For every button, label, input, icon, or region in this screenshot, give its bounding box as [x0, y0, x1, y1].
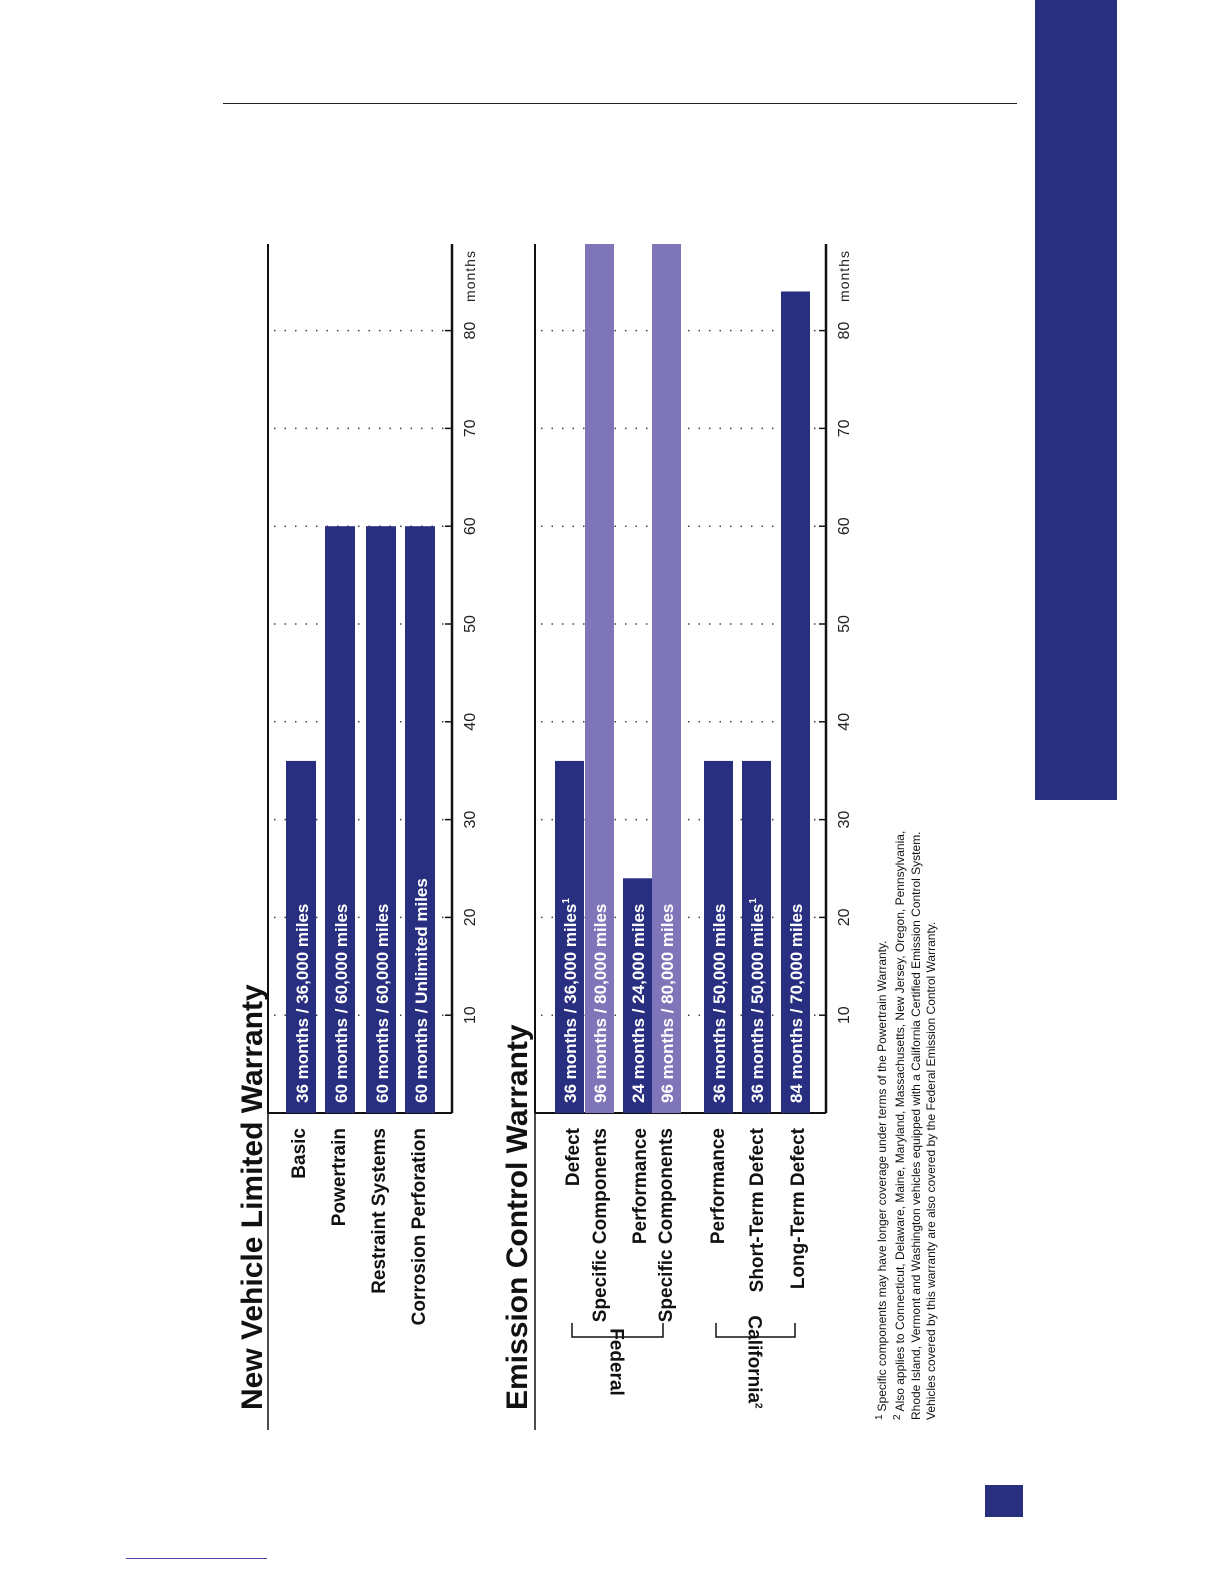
tick-label: 10: [462, 1006, 479, 1025]
bar-label: [710, 904, 729, 1103]
bar-label-text: 60 months / 60,000 miles: [373, 903, 392, 1103]
category-label: Long-Term Defect: [788, 1128, 809, 1290]
bar-label: [561, 898, 580, 1103]
bar-label: [658, 904, 677, 1103]
bar-label: [293, 904, 312, 1103]
chart-panel-1: [501, 244, 853, 1430]
axis-unit-label: months: [836, 250, 852, 302]
tick-label: 80: [462, 321, 479, 340]
bar-label-text: 84 months / 70,000 miles: [787, 903, 806, 1103]
category-label: Corrosion Perforation: [409, 1128, 430, 1326]
tick-label: 80: [836, 321, 853, 340]
bar-label-text: 36 months / 36,000 miles: [293, 903, 312, 1103]
tick-label: 70: [462, 419, 479, 438]
tick-label: 50: [462, 615, 479, 633]
tick-label: 60: [836, 517, 853, 536]
footnote-text: Vehicles covered by this warranty are also covered by the Federal Emission Control Warranty.: [924, 921, 938, 1420]
tick-label: 50: [836, 615, 853, 633]
group-label: [744, 1315, 765, 1409]
footnote-mark: 2: [892, 1414, 903, 1420]
category-label: Specific Components: [590, 1128, 611, 1323]
tick-label: 20: [462, 908, 479, 927]
footnote-text: Also applies to Connecticut, Delaware, Maine, Maryland, Massachusetts, New Jersey, Oregon, Pennsylvania,: [893, 830, 907, 1412]
tick-label: 40: [836, 712, 853, 731]
group-label: [606, 1328, 627, 1396]
tick-label: 30: [836, 810, 853, 829]
footnote: [909, 831, 923, 1420]
bar-label-text: 36 months / 36,000 miles: [561, 903, 580, 1103]
bar-label-text: 96 months / 80,000 miles: [658, 903, 677, 1103]
group-label-text: Federal: [605, 1328, 627, 1396]
chart-title: Emission Control Warranty: [501, 1024, 534, 1410]
bar-label: [629, 904, 648, 1103]
tick-label: 20: [836, 908, 853, 927]
bar-label-sup: 1: [748, 898, 759, 904]
bar-label-text: 24 months / 24,000 miles: [629, 903, 648, 1103]
tick-label: 30: [462, 810, 479, 829]
footnote-text: Rhode Island, Vermont and Washington vehicles equipped with a California Certified Emission Control System.: [909, 831, 923, 1420]
category-label: Powertrain: [329, 1128, 350, 1227]
category-label: Restraint Systems: [369, 1128, 390, 1294]
tick-label: 60: [462, 517, 479, 536]
tick-label: 40: [462, 712, 479, 731]
axis-unit-label: months: [462, 250, 478, 302]
tick-label: 10: [836, 1006, 853, 1025]
chart-title: New Vehicle Limited Warranty: [236, 984, 269, 1410]
group-label-sup: 2: [752, 1403, 764, 1409]
category-label: Performance: [630, 1128, 651, 1245]
bar-label: [591, 904, 610, 1103]
category-label: Short-Term Defect: [747, 1128, 768, 1293]
tick-label: 70: [836, 419, 853, 438]
bar-label-text: 36 months / 50,000 miles: [748, 903, 767, 1103]
footnote-text: Specific components may have longer coverage under terms of the Powertrain Warranty.: [875, 940, 889, 1412]
bar-label: [787, 904, 806, 1103]
bar-label-text: 36 months / 50,000 miles: [710, 903, 729, 1103]
bar-label-text: 60 months / Unlimited miles: [412, 878, 431, 1103]
footnote: [874, 941, 889, 1420]
footnote: [892, 831, 907, 1420]
bar-label: [373, 904, 392, 1103]
bar-label: [412, 878, 431, 1103]
category-label: Defect: [563, 1128, 584, 1187]
category-label: Basic: [289, 1128, 310, 1179]
category-label: Performance: [708, 1128, 729, 1245]
category-label: Specific Components: [656, 1128, 677, 1323]
bar-label: [332, 904, 351, 1103]
group-label-text: California: [743, 1315, 765, 1404]
bar-label-sup: 1: [561, 898, 572, 904]
bar-label-text: 60 months / 60,000 miles: [332, 903, 351, 1103]
footnote: [924, 922, 938, 1420]
bar-label: [748, 898, 767, 1103]
footnote-mark: 1: [874, 1414, 885, 1420]
chart-panel-0: [236, 244, 479, 1430]
bar-label-text: 96 months / 80,000 miles: [591, 903, 610, 1103]
